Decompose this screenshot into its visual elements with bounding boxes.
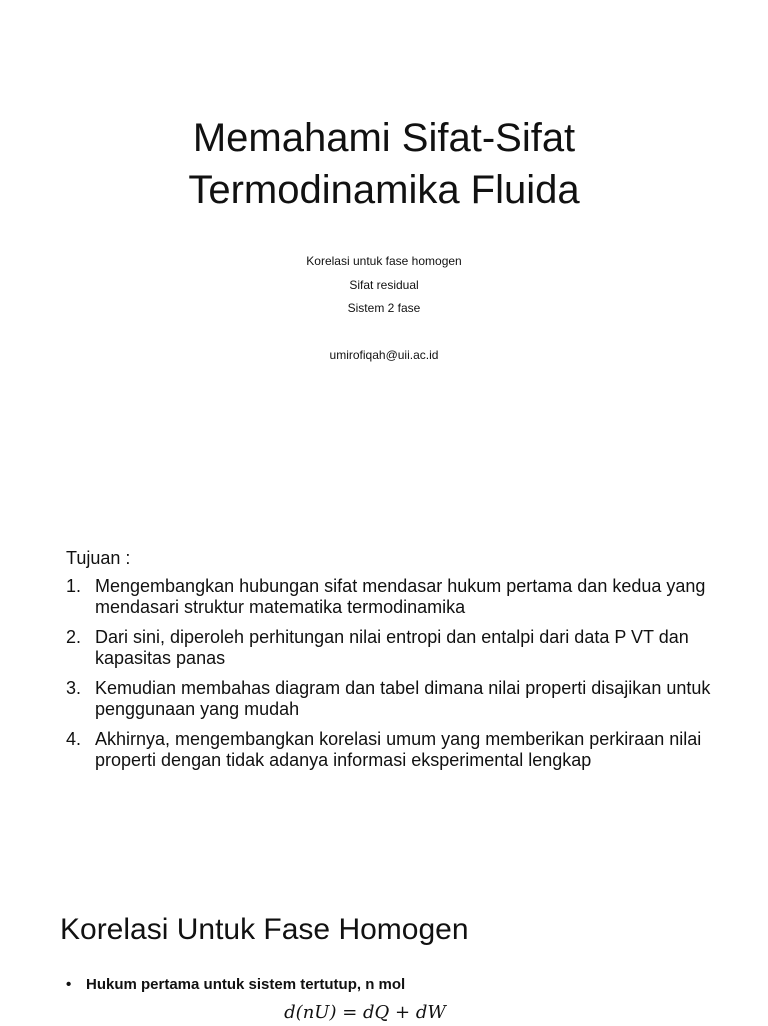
objectives-list [66, 576, 726, 780]
list-item-text: Dari sini, diperoleh perhitungan nilai entropi dan entalpi dari data P VT dan kapasitas panas [95, 627, 689, 668]
list-item-text: Mengembangkan hubungan sifat mendasar hukum pertama dan kedua yang mendasari struktur matematika termodinamika [95, 576, 706, 617]
bullet-text: Hukum pertama untuk sistem tertutup, n mol [86, 976, 406, 993]
list-item-number: 1. [66, 576, 82, 596]
subtitle-residual-properties: Sifat residual [349, 277, 419, 292]
list-item [66, 627, 726, 669]
bullet-first-law [66, 974, 405, 996]
list-item [66, 678, 726, 720]
subtitle-block [0, 250, 768, 367]
list-item-number: 3. [66, 678, 82, 698]
list-item-number: 4. [66, 729, 82, 749]
section-title: Korelasi Untuk Fase Homogen [60, 913, 469, 946]
list-item [66, 576, 726, 618]
presentation-title [0, 112, 768, 216]
title-line-1: Memahami Sifat-Sifat [192, 116, 576, 160]
homogeneous-phase-slide [0, 870, 768, 1024]
author-email: umirofiqah@uii.ac.id [329, 347, 439, 362]
list-item-text: Akhirnya, mengembangkan korelasi umum yang memberikan perkiraan nilai properti dengan tidak adanya informasi eksperimental lengkap [95, 729, 702, 770]
objectives-heading: Tujuan : [66, 548, 131, 568]
first-law-equation: d(nU) = dQ + dW [284, 1002, 446, 1023]
bullet-icon: • [66, 976, 72, 993]
subtitle-two-phase-system: Sistem 2 fase [347, 301, 421, 315]
list-item [66, 729, 726, 771]
subtitle-homogeneous-phase: Korelasi untuk fase homogen [306, 254, 462, 268]
list-item-text: Kemudian membahas diagram dan tabel dimana nilai properti disajikan untuk penggunaan yang mudah [95, 678, 711, 719]
list-item-number: 2. [66, 627, 82, 647]
title-line-2: Termodinamika Fluida [188, 168, 580, 212]
objectives-slide [0, 540, 768, 870]
